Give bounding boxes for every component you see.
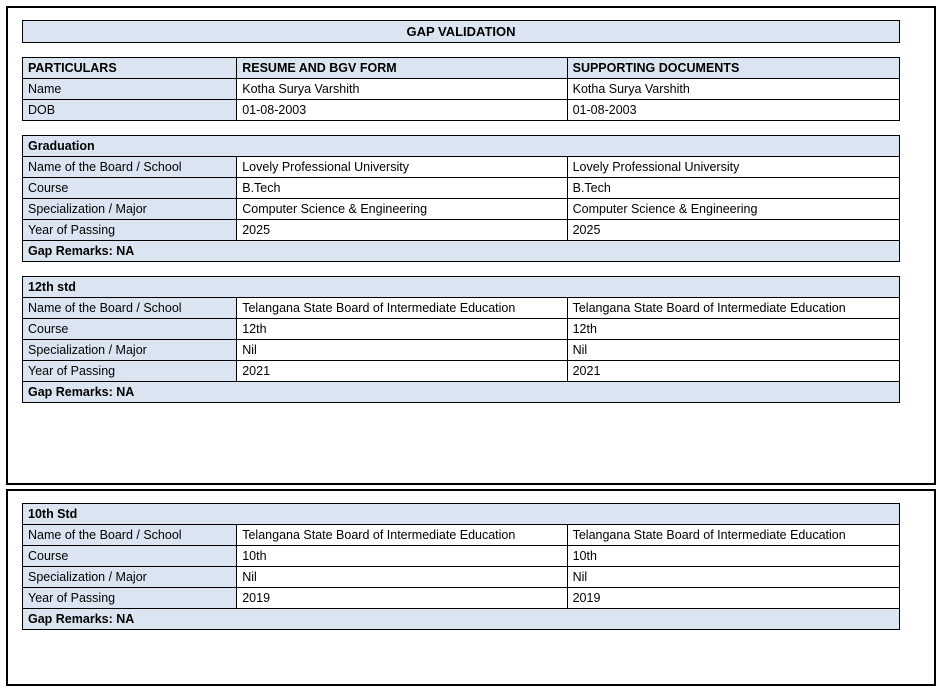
row-value-year-supporting: 2019 xyxy=(567,588,899,609)
gap-remarks-row xyxy=(23,241,900,262)
section-heading-graduation xyxy=(23,136,900,157)
table-row xyxy=(23,546,900,567)
spacer xyxy=(22,43,900,57)
column-header-resume: RESUME AND BGV FORM xyxy=(237,58,567,79)
row-label-course: Course xyxy=(23,546,237,567)
row-value-course-resume: B.Tech xyxy=(237,178,567,199)
row-value-board-resume: Lovely Professional University xyxy=(237,157,567,178)
table-row xyxy=(23,361,900,382)
table-row xyxy=(23,79,900,100)
section-heading-12th xyxy=(23,277,900,298)
row-label-year: Year of Passing xyxy=(23,588,237,609)
row-value-specialization-supporting: Nil xyxy=(567,567,899,588)
row-value-course-supporting: B.Tech xyxy=(567,178,899,199)
gap-remarks-row xyxy=(23,609,900,630)
section-heading-label: Graduation xyxy=(23,136,900,157)
title-table xyxy=(22,20,900,43)
row-label-course: Course xyxy=(23,178,237,199)
row-value-specialization-resume: Nil xyxy=(237,340,567,361)
row-value-dob-resume: 01-08-2003 xyxy=(237,100,567,121)
document-content-top xyxy=(22,20,900,403)
row-label-specialization: Specialization / Major xyxy=(23,199,237,220)
row-value-specialization-resume: Nil xyxy=(237,567,567,588)
column-header-particulars: PARTICULARS xyxy=(23,58,237,79)
section-heading-10th xyxy=(23,504,900,525)
document-title-row xyxy=(23,21,900,43)
row-value-name-resume: Kotha Surya Varshith xyxy=(237,79,567,100)
row-label-year: Year of Passing xyxy=(23,361,237,382)
row-value-board-resume: Telangana State Board of Intermediate Education xyxy=(237,525,567,546)
gap-remarks-label: Gap Remarks: NA xyxy=(23,609,900,630)
section-12th-table xyxy=(22,276,900,403)
row-label-board: Name of the Board / School xyxy=(23,525,237,546)
row-label-year: Year of Passing xyxy=(23,220,237,241)
row-value-board-resume: Telangana State Board of Intermediate Education xyxy=(237,298,567,319)
row-value-course-supporting: 12th xyxy=(567,319,899,340)
document-content-bottom xyxy=(22,503,900,630)
row-value-year-resume: 2021 xyxy=(237,361,567,382)
section-graduation-table xyxy=(22,135,900,262)
row-label-specialization: Specialization / Major xyxy=(23,567,237,588)
row-value-year-resume: 2025 xyxy=(237,220,567,241)
gap-remarks-label: Gap Remarks: NA xyxy=(23,241,900,262)
gap-remarks-label: Gap Remarks: NA xyxy=(23,382,900,403)
row-value-course-resume: 10th xyxy=(237,546,567,567)
row-value-course-resume: 12th xyxy=(237,319,567,340)
row-value-course-supporting: 10th xyxy=(567,546,899,567)
row-value-year-supporting: 2025 xyxy=(567,220,899,241)
table-row xyxy=(23,319,900,340)
table-header-row xyxy=(23,58,900,79)
row-value-specialization-supporting: Computer Science & Engineering xyxy=(567,199,899,220)
row-label-name: Name xyxy=(23,79,237,100)
gap-remarks-row xyxy=(23,382,900,403)
table-row xyxy=(23,298,900,319)
identity-table xyxy=(22,57,900,121)
page-title: GAP VALIDATION xyxy=(23,21,900,43)
row-value-name-supporting: Kotha Surya Varshith xyxy=(567,79,899,100)
row-label-course: Course xyxy=(23,319,237,340)
table-row xyxy=(23,157,900,178)
row-value-specialization-resume: Computer Science & Engineering xyxy=(237,199,567,220)
row-label-board: Name of the Board / School xyxy=(23,157,237,178)
table-row xyxy=(23,567,900,588)
table-row xyxy=(23,178,900,199)
row-value-specialization-supporting: Nil xyxy=(567,340,899,361)
spacer xyxy=(22,121,900,135)
row-value-board-supporting: Lovely Professional University xyxy=(567,157,899,178)
table-row xyxy=(23,100,900,121)
row-label-specialization: Specialization / Major xyxy=(23,340,237,361)
table-row xyxy=(23,588,900,609)
row-value-year-supporting: 2021 xyxy=(567,361,899,382)
section-heading-label: 12th std xyxy=(23,277,900,298)
row-label-dob: DOB xyxy=(23,100,237,121)
row-value-board-supporting: Telangana State Board of Intermediate Education xyxy=(567,298,899,319)
section-10th-table xyxy=(22,503,900,630)
row-value-board-supporting: Telangana State Board of Intermediate Education xyxy=(567,525,899,546)
table-row xyxy=(23,220,900,241)
spacer xyxy=(22,262,900,276)
table-row xyxy=(23,340,900,361)
row-value-year-resume: 2019 xyxy=(237,588,567,609)
section-heading-label: 10th Std xyxy=(23,504,900,525)
table-row xyxy=(23,199,900,220)
table-row xyxy=(23,525,900,546)
column-header-supporting: SUPPORTING DOCUMENTS xyxy=(567,58,899,79)
row-value-dob-supporting: 01-08-2003 xyxy=(567,100,899,121)
row-label-board: Name of the Board / School xyxy=(23,298,237,319)
